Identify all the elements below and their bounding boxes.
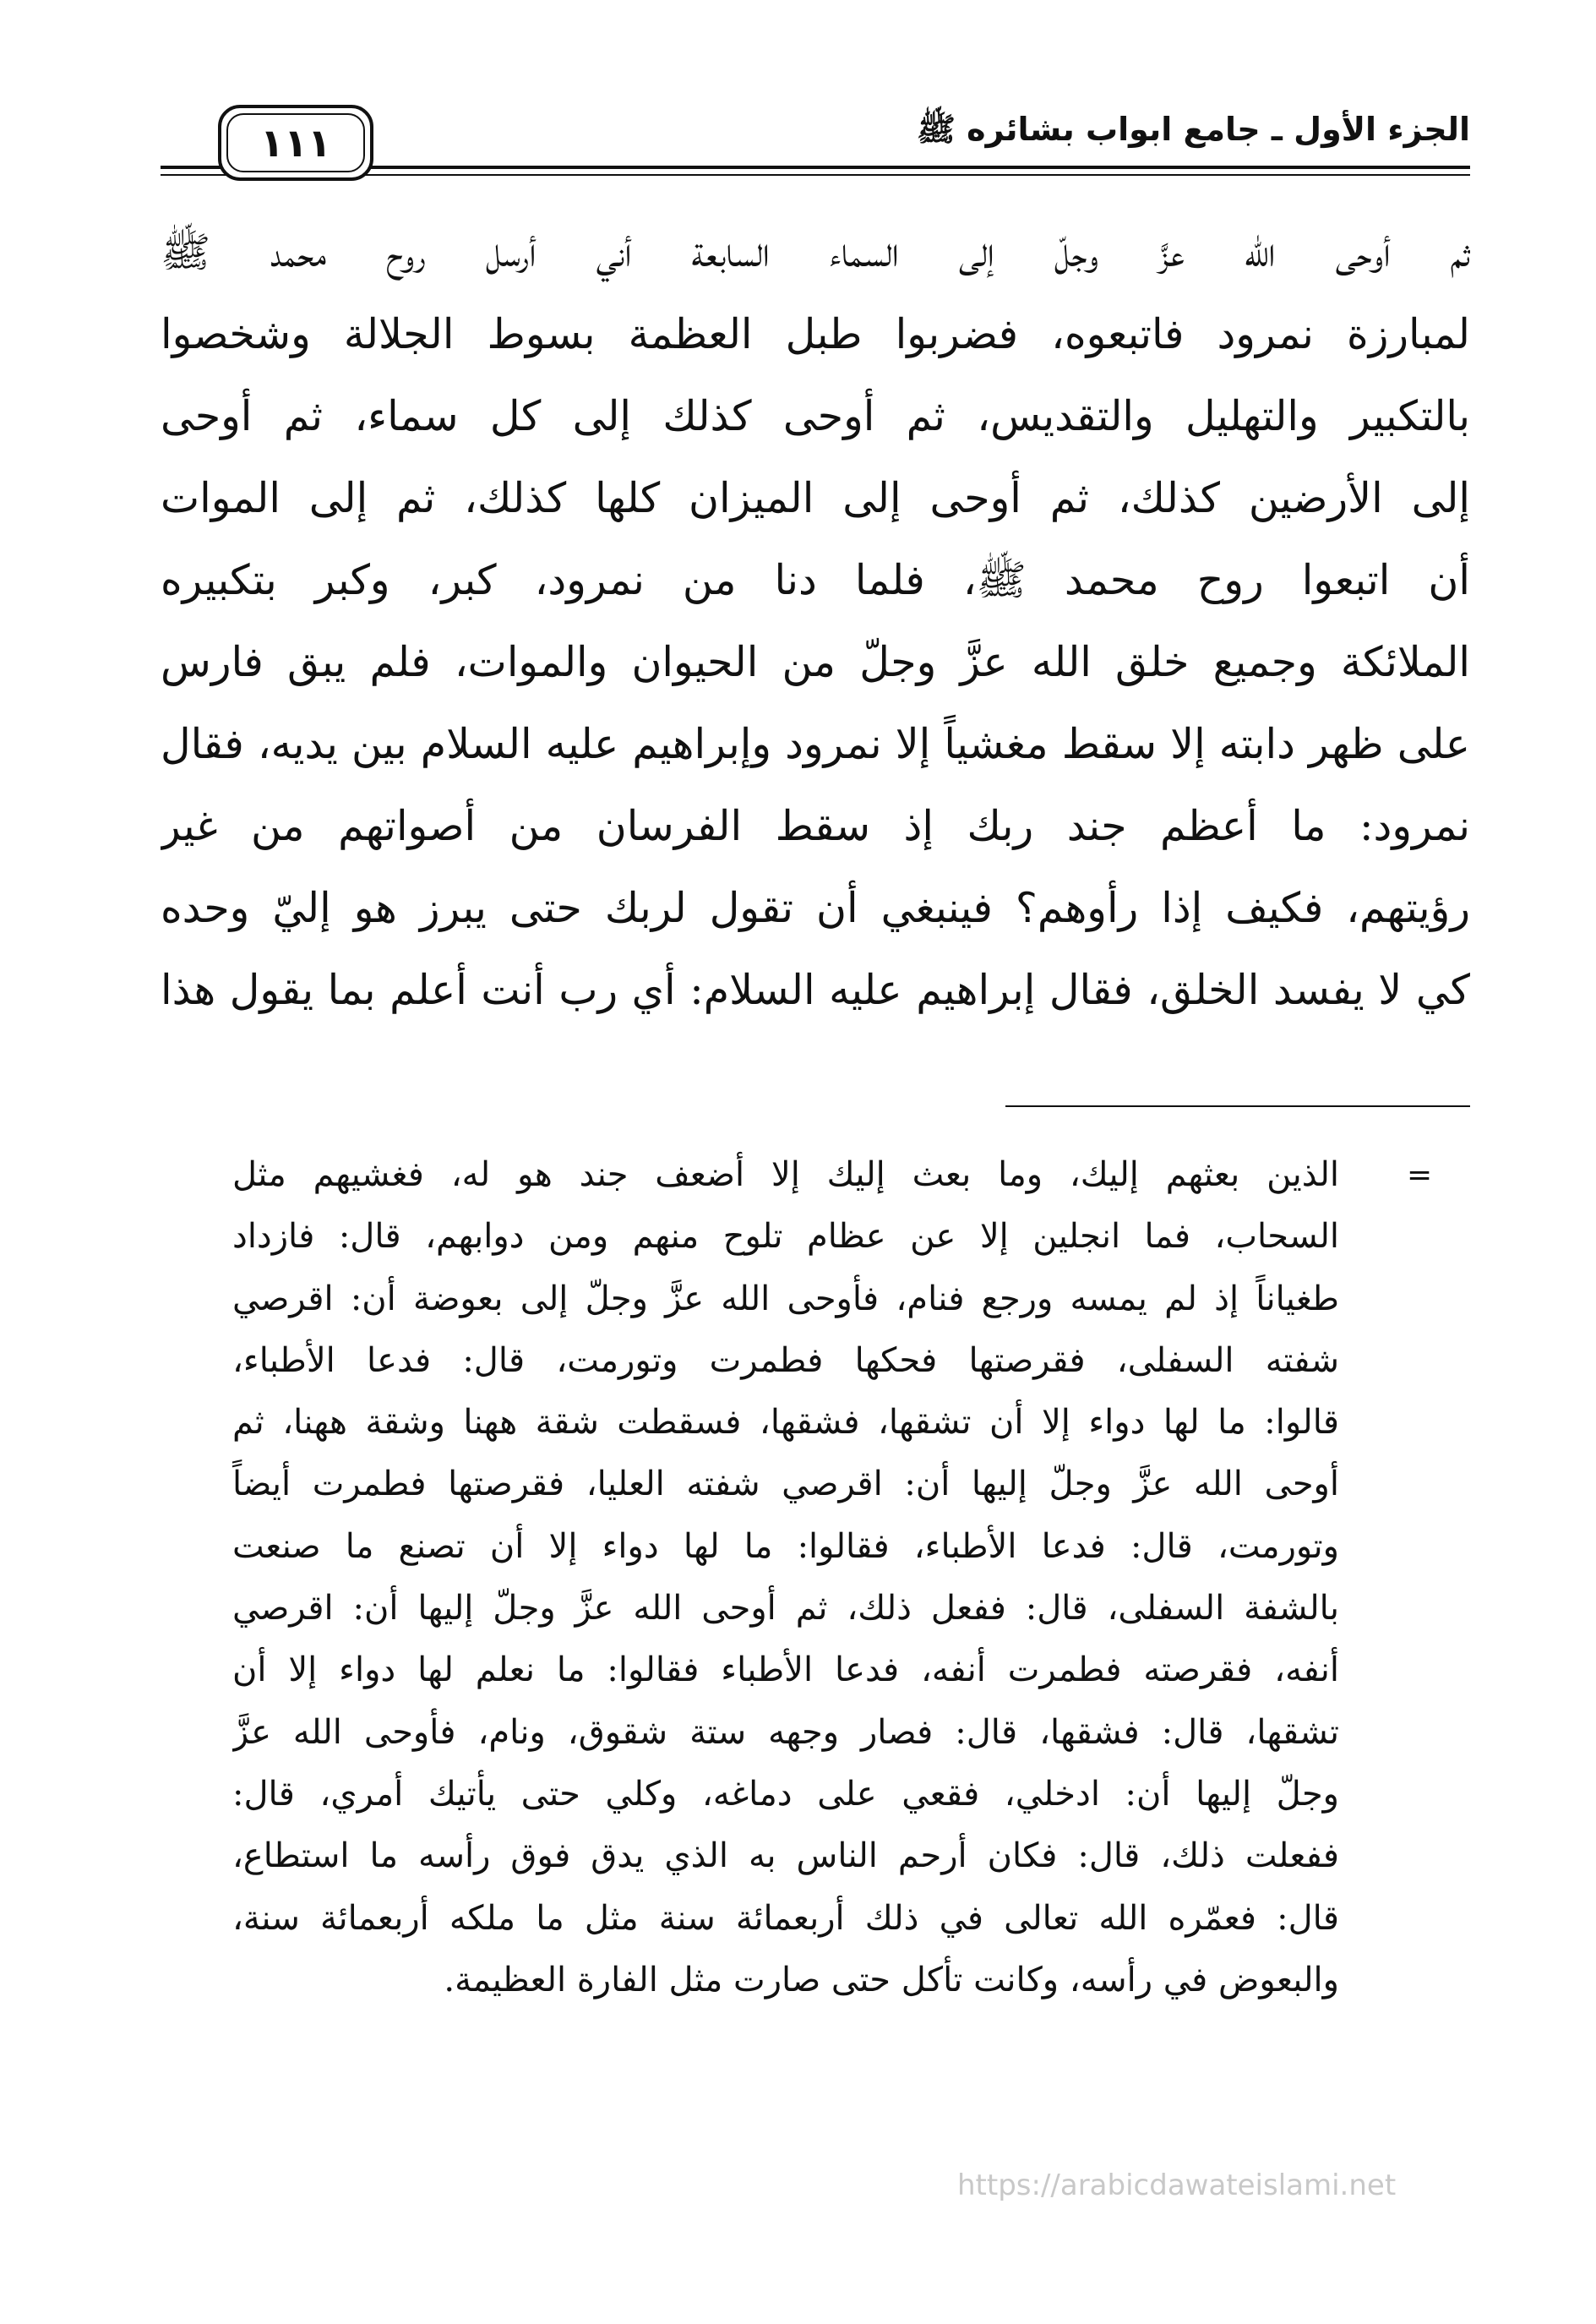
- main-text-line: بالتكبير والتهليل والتقديس، ثم أوحى كذلك إلى كل سماء، ثم أوحى: [161, 392, 1470, 440]
- main-text-line: لمبارزة نمرود فاتبعوه، فضربوا طبل العظمة بسوط الجلالة وشخصوا: [161, 310, 1470, 358]
- footnote-continuation-marker: =: [1407, 1158, 1433, 1192]
- footnote-line: الذين بعثهم إليك، وما بعث إليك إلا أضعف جند هو له، فغشيهم مثل: [232, 1155, 1339, 1194]
- footnote-line: شفته السفلى، فقرصتها فحكها فطمرت وتورمت، قال: فدعا الأطباء،: [232, 1340, 1339, 1380]
- footnote-separator: [1005, 1105, 1470, 1107]
- main-text-line: ثم أوحى الله عزَّ وجلّ إلى السماء السابعة أني أرسل روح محمد ﷺ: [161, 228, 1470, 276]
- footnote-line: طغياناً إذ لم يمسه ورجع فنام، فأوحى الله عزَّ وجلّ إلى بعوضة أن: اقرصي: [232, 1279, 1339, 1318]
- watermark-url: https://arabicdawateislami.net: [957, 2169, 1397, 2202]
- page-header: [161, 93, 1470, 186]
- footnote-line: أنفه، فقرصته فطمرت أنفه، فدعا الأطباء فقالوا: ما نعلم لها دواء إلا أن: [232, 1650, 1339, 1690]
- footnote-block: [232, 1144, 1339, 2011]
- footnote-line: قال: فعمّره الله تعالى في ذلك أربعمائة سنة مثل ما ملكه أربعمائة سنة،: [232, 1898, 1339, 1938]
- main-text-line: رؤيتهم، فكيف إذا رأوهم؟ فينبغي أن تقول لربك حتى يبرز هو إليّ وحده: [161, 884, 1470, 932]
- main-text-line: كي لا يفسد الخلق، فقال إبراهيم عليه السلام: أي رب أنت أعلم بما يقول هذا: [161, 966, 1470, 1014]
- footnote-line: وتورمت، قال: فدعا الأطباء، فقالوا: ما لها دواء إلا أن تصنع ما صنعت: [232, 1526, 1339, 1566]
- main-text-line: نمرود: ما أعظم جند ربك إذ سقط الفرسان من أصواتهم من غير: [161, 802, 1470, 850]
- footnote-line: بالشفة السفلى، قال: ففعل ذلك، ثم أوحى الله عزَّ وجلّ إليها أن: اقرصي: [232, 1589, 1339, 1628]
- running-title: الجزء الأول ـ جامع ابواب بشائره ﷺ: [917, 111, 1470, 148]
- footnote-line: أوحى الله عزَّ وجلّ إليها أن: اقرصي شفته العليا، فقرصتها فطمرت أيضاً: [232, 1465, 1339, 1504]
- page-number-frame: [218, 105, 373, 181]
- main-text-line: الملائكة وجميع خلق الله عزَّ وجلّ من الحيوان والموات، فلم يبق فارس: [161, 638, 1470, 686]
- footnote-line: وجلّ إليها أن: ادخلي، فقعي على دماغه، وكلي حتى يأتيك أمري، قال:: [232, 1774, 1339, 1814]
- footnote-line: والبعوض في رأسه، وكانت تأكل حتى صارت مثل الفارة العظيمة.: [444, 1960, 1339, 1999]
- footnote-line: تشقها، قال: فشقها، قال: فصار وجهه ستة شقوق، ونام، فأوحى الله عزَّ: [232, 1712, 1339, 1752]
- main-text-block: [161, 211, 1470, 1031]
- main-text-line: إلى الأرضين كذلك، ثم أوحى إلى الميزان كلها كذلك، ثم إلى الموات: [161, 474, 1470, 522]
- footnote-line: السحاب، فما انجلين إلا عن عظام تلوح منهم ومن دوابهم، قال: فازداد: [232, 1217, 1339, 1257]
- footnote-line: قالوا: ما لها دواء إلا أن تشقها، فشقها، فسقطت شقة ههنا وشقة ههنا، ثم: [232, 1403, 1339, 1443]
- page-number: ١١١: [226, 113, 365, 172]
- main-text-line: على ظهر دابته إلا سقط مغشياً إلا نمرود وإبراهيم عليه السلام بين يديه، فقال: [161, 720, 1470, 768]
- main-text-line: أن اتبعوا روح محمد ﷺ، فلما دنا من نمرود، كبر، وكبر بتكبيره: [161, 556, 1470, 604]
- footnote-line: ففعلت ذلك، قال: فكان أرحم الناس به الذي يدق فوق رأسه ما استطاع،: [232, 1836, 1339, 1876]
